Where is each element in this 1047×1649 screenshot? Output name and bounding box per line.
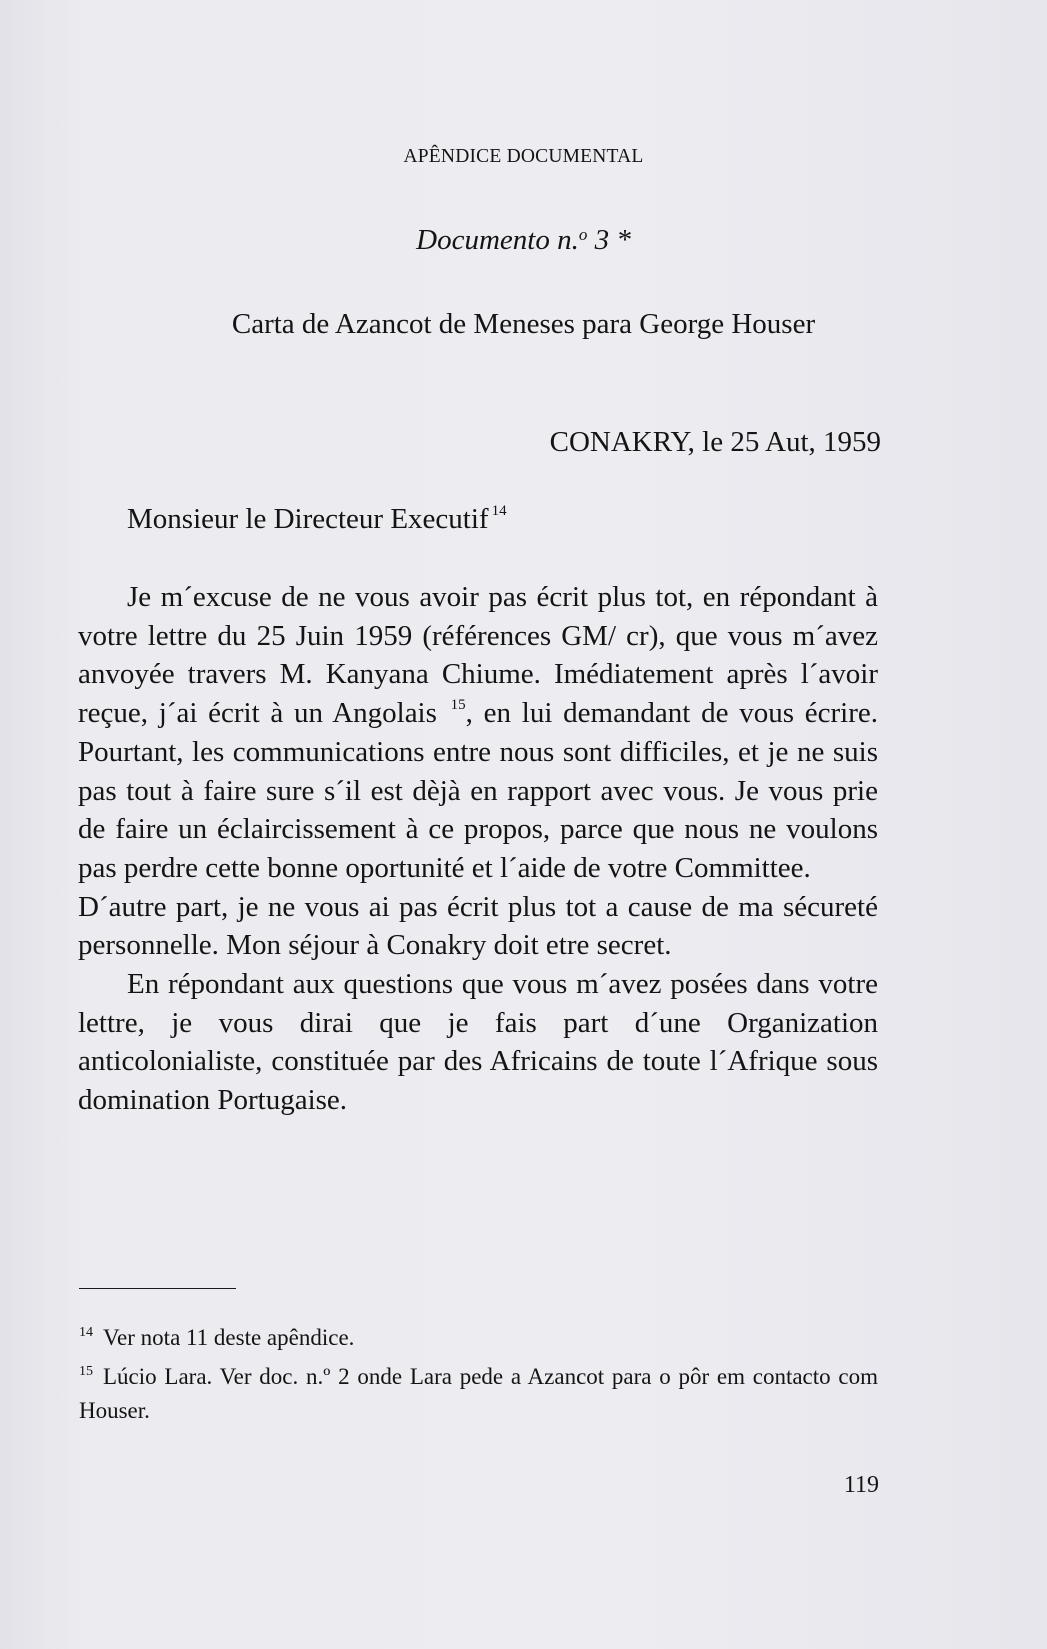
document-title-ordinal: o: [578, 225, 588, 244]
letter-body: [78, 578, 878, 1120]
salutation-text: Monsieur le Directeur Executif: [127, 503, 489, 535]
running-head: APÊNDICE DOCUMENTAL: [403, 146, 644, 167]
footnote-14: [79, 1316, 878, 1355]
footnote-ref-14: 14: [491, 503, 507, 519]
document-title-suffix: 3 *: [587, 224, 631, 256]
place-date: CONAKRY, le 25 Aut, 1959: [549, 426, 881, 458]
salutation: [127, 503, 507, 536]
footnote-15: [79, 1355, 878, 1428]
footnote-text: Lúcio Lara. Ver doc. n.º 2 onde Lara pede a Azancot para o pôr em contacto com Houser.: [79, 1364, 878, 1423]
footnote-ref-15: 15: [450, 697, 466, 714]
page-number: 119: [843, 1472, 879, 1498]
document-title: [0, 224, 1047, 257]
footnote-number: 15: [79, 1364, 93, 1379]
paragraph-1-part-b: , en lui demandant de vous écrire. Pourtant, les communications entre nous sont difficiles, et je ne suis pas tout à faire sure s´il est dèjà en rapport avec vous. Je vous prie de faire un éclaircissement à ce propos, parce que nous ne voulons pas perdre cette bonne oportunité et l´aide de votre Committee.: [78, 697, 878, 884]
paragraph-2: D´autre part, je ne vous ai pas écrit plus tot a cause de ma sécureté personnelle. Mon séjour à Conakry doit etre secret.: [78, 890, 878, 962]
footnote-separator: [79, 1288, 236, 1289]
paragraph-1: [78, 578, 878, 888]
footnotes: [79, 1316, 878, 1428]
paragraph-3: En répondant aux questions que vous m´avez posées dans votre lettre, je vous dirai que je fais part d´une Organization anticolonialiste, constituée par des Africains de toute l´Afrique sous domination Portugaise.: [78, 968, 878, 1117]
document-title-prefix: Documento n.: [416, 224, 579, 256]
footnote-number: 14: [79, 1325, 93, 1340]
document-subtitle: Carta de Azancot de Meneses para George Houser: [231, 308, 816, 340]
footnote-text: Ver nota 11 deste apêndice.: [103, 1325, 355, 1350]
paragraph-1-part-a: Je m´excuse de ne vous avoir pas écrit plus tot, en répondant à votre lettre du 25 Juin 1959 (références GM/ cr), que vous m´avez anvoyée travers M. Kanyana Chiume. Imédiatement après l´avoir reçue, j´ai écrit à un Angolais: [78, 581, 878, 730]
